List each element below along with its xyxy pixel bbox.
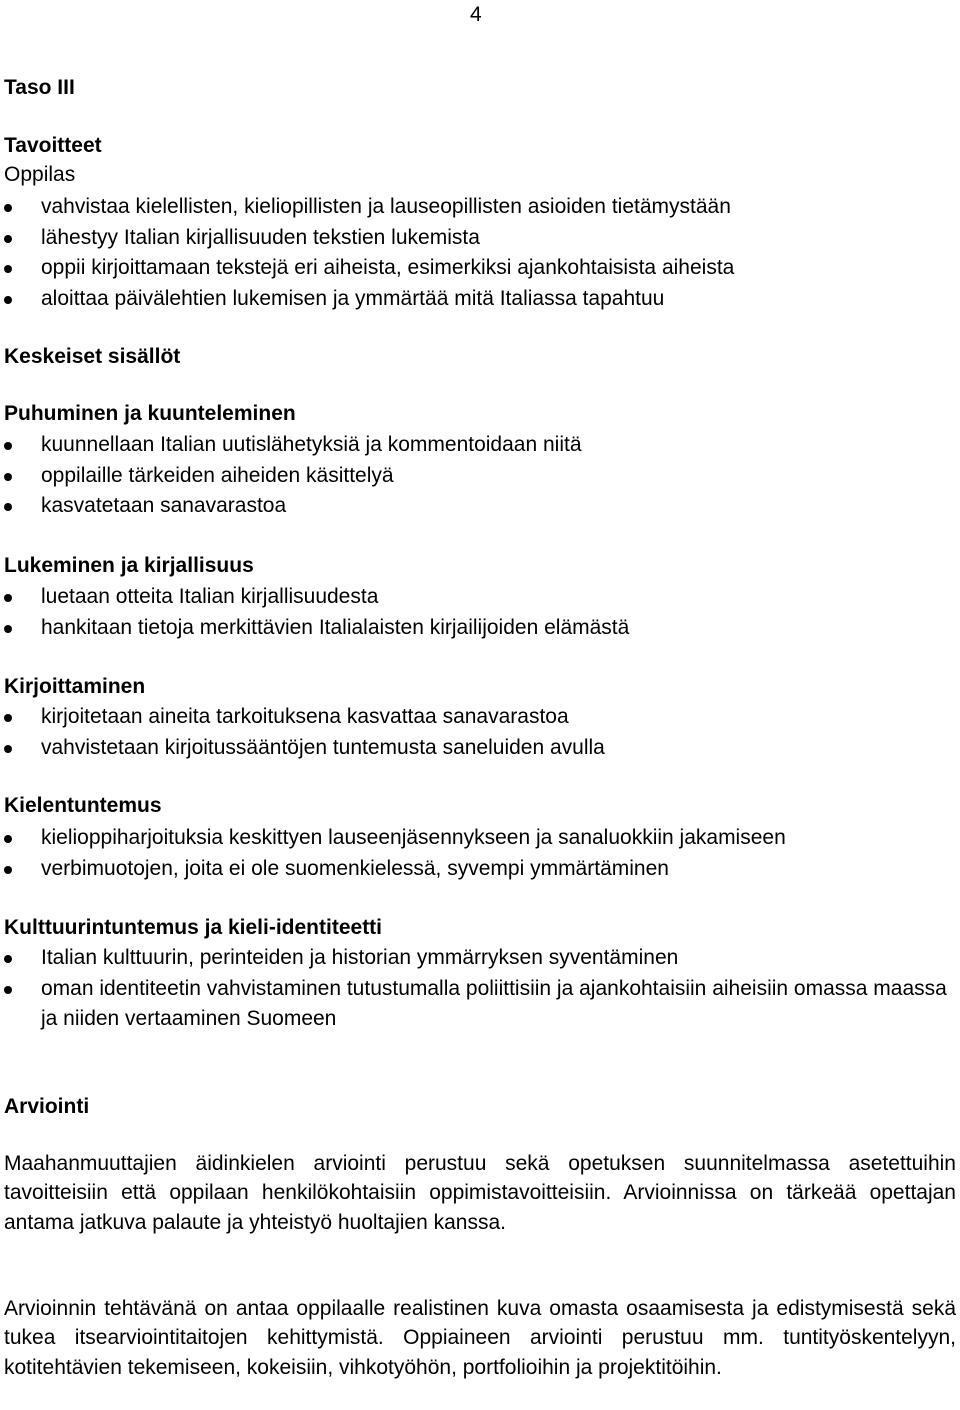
list-item: aloittaa päivälehtien lukemisen ja ymmärtää mitä Italiassa tapahtuu xyxy=(4,284,956,315)
bullet-icon xyxy=(4,594,12,602)
list-item: kielioppiharjoituksia keskittyen lauseenjäsennykseen ja sanaluokkiin jakamiseen xyxy=(4,823,956,854)
writing-list xyxy=(4,702,956,763)
list-item: kirjoitetaan aineita tarkoituksena kasvattaa sanavarastoa xyxy=(4,702,956,733)
assessment-paragraph-1: Maahanmuuttajien äidinkielen arviointi perustuu sekä opetuksen suunnitelmassa asetettuihin tavoitteisiin että oppilaan henkilökohtaisiin oppimistavoitteisiin. Arvioinnissa on tärkeää opettajan antama jatkuva palaute ja yhteistyö huoltajien kanssa. xyxy=(4,1152,956,1234)
bullet-icon xyxy=(4,442,12,450)
speaking-list xyxy=(4,430,956,522)
assessment-heading: Arviointi xyxy=(4,1095,90,1118)
list-item: kuunnellaan Italian uutislähetyksiä ja kommentoidaan niitä xyxy=(4,430,956,461)
language-list xyxy=(4,823,956,884)
core-content-heading: Keskeiset sisällöt xyxy=(4,345,181,368)
bullet-icon xyxy=(4,473,12,481)
goals-subject: Oppilas xyxy=(4,163,76,186)
bullet-icon xyxy=(4,714,12,722)
page-number: 4 xyxy=(470,3,482,26)
bullet-icon xyxy=(4,745,12,753)
list-item: vahvistetaan kirjoitussääntöjen tuntemusta saneluiden avulla xyxy=(4,733,956,764)
list-item: oppilaille tärkeiden aiheiden käsittelyä xyxy=(4,461,956,492)
list-item: Italian kulttuurin, perinteiden ja historian ymmärryksen syventäminen xyxy=(4,943,956,974)
list-item: vahvistaa kielellisten, kieliopillisten ja lauseopillisten asioiden tietämystään xyxy=(4,192,956,223)
level-title: Taso III xyxy=(4,76,75,99)
section-heading-language: Kielentuntemus xyxy=(4,794,162,817)
list-item: oman identiteetin vahvistaminen tutustumalla poliittisiin ja ajankohtaisiin aiheisiin omassa maassa ja niiden vertaaminen Suomeen xyxy=(4,974,956,1035)
list-item: luetaan otteita Italian kirjallisuudesta xyxy=(4,582,956,613)
bullet-icon xyxy=(4,955,12,963)
bullet-icon xyxy=(4,986,12,994)
bullet-icon xyxy=(4,204,12,212)
section-heading-speaking: Puhuminen ja kuunteleminen xyxy=(4,402,296,425)
reading-list xyxy=(4,582,956,643)
list-item: oppii kirjoittamaan tekstejä eri aiheista, esimerkiksi ajankohtaisista aiheista xyxy=(4,253,956,284)
section-heading-writing: Kirjoittaminen xyxy=(4,675,146,698)
assessment-paragraph-2: Arvioinnin tehtävänä on antaa oppilaalle realistinen kuva omasta osaamisesta ja edistymisestä sekä tukea itsearviointitaitojen kehittymistä. Oppiaineen arviointi perustuu mm. tuntityöskentelyyn, kotitehtävien tekemiseen, kokeisiin, vihkotyöhön, portfolioihin ja projektitöihin. xyxy=(4,1297,956,1379)
bullet-icon xyxy=(4,625,12,633)
list-item: lähestyy Italian kirjallisuuden tekstien lukemista xyxy=(4,223,956,254)
goals-heading: Tavoitteet xyxy=(4,134,102,157)
bullet-icon xyxy=(4,235,12,243)
list-item: verbimuotojen, joita ei ole suomenkielessä, syvempi ymmärtäminen xyxy=(4,854,956,885)
list-item: kasvatetaan sanavarastoa xyxy=(4,491,956,522)
bullet-icon xyxy=(4,835,12,843)
section-heading-reading: Lukeminen ja kirjallisuus xyxy=(4,554,254,577)
section-heading-culture: Kulttuurintuntemus ja kieli-identiteetti xyxy=(4,916,383,939)
bullet-icon xyxy=(4,866,12,874)
culture-list xyxy=(4,943,956,1035)
list-item: hankitaan tietoja merkittävien Italialaisten kirjailijoiden elämästä xyxy=(4,613,956,644)
bullet-icon xyxy=(4,296,12,304)
goals-list xyxy=(4,192,956,314)
bullet-icon xyxy=(4,503,12,511)
bullet-icon xyxy=(4,265,12,273)
